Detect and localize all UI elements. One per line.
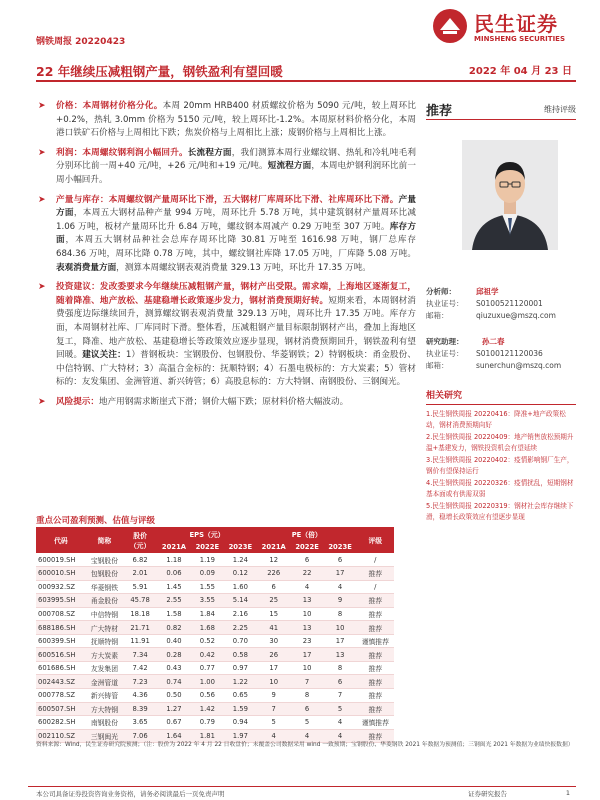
- table-cell: 谨慎推荐: [357, 634, 394, 648]
- table-cell: 226: [257, 567, 291, 581]
- summary-investment-advice: ➤ 投资建议：发改委要求今年继续压减粗钢产量，钢材产出受限。需求端，上海地区逐渐复工，随着降准、地产放松、基建稳增长政策逐步发力，钢材消费预期好转。短期来看，本周钢材消费强度边际继续回升，测算螺纹钢表观消费量 329.13 万吨，周环比升 17.35 万吨。库存方面，本周钢材社库、厂库同时下滑。整体看，压减粗钢产量目标限制钢材产出，叠加上海地区复工，降准、地产放松、基建稳增长等政策效应逐步显现，钢材消费预期回升，钢铁盈利有望回暖。建议关注：1）普钢板块：宝钢股份、包钢股份、华菱钢铁；2）特钢板块：甬金股份、中信特钢、广大特材；3）高温合金标的：抚顺特钢；4）石墨电极标的：方大炭素；5）管材标的：友发集团、金洲管道、新兴铸管；6）高股息标的：方大特钢、南钢股份、三钢闽光。: [38, 282, 416, 388]
- table-cell: 600019.SH: [36, 553, 86, 567]
- table-cell: 0.97: [224, 661, 257, 675]
- footer-disclaimer: 本公司具备证券投资咨询业务资格，请务必阅读最后一页免责声明: [36, 790, 225, 798]
- table-cell: 0.52: [191, 634, 224, 648]
- table-cell: 002110.SZ: [36, 729, 86, 743]
- table-cell: 4: [257, 729, 291, 743]
- header-divider: [36, 80, 576, 82]
- table-cell: 1.81: [191, 729, 224, 743]
- table-cell: 推荐: [357, 648, 394, 662]
- table-cell: 10: [324, 621, 357, 635]
- table-cell: 45.78: [123, 594, 157, 608]
- table-cell: 8: [291, 688, 324, 702]
- table-cell: 10: [291, 661, 324, 675]
- report-date: 2022 年 04 月 23 日: [468, 66, 572, 77]
- page-number: 1: [565, 789, 570, 797]
- table-cell: 1.45: [157, 580, 191, 594]
- rating-label: 推荐: [426, 104, 453, 119]
- logo-name-en: MINSHENG SECURITIES: [474, 35, 565, 43]
- table-cell: 方大炭素: [86, 648, 123, 662]
- table-cell: 13: [291, 594, 324, 608]
- table-cell: 0.43: [157, 661, 191, 675]
- table-cell: 甬金股份: [86, 594, 123, 608]
- table-cell: 0.74: [157, 675, 191, 689]
- table-row: [36, 702, 394, 716]
- table-cell: 600516.SH: [36, 648, 86, 662]
- rating-maintain: 维持评级: [544, 105, 576, 114]
- table-cell: 13: [324, 648, 357, 662]
- table-cell: 0.67: [157, 716, 191, 730]
- table-cell: 0.79: [191, 716, 224, 730]
- table-cell: 601686.SH: [36, 661, 86, 675]
- table-cell: 1.84: [191, 607, 224, 621]
- table-cell: 26: [257, 648, 291, 662]
- table-cell: 0.28: [157, 648, 191, 662]
- table-cell: 688186.SH: [36, 621, 86, 635]
- table-row: [36, 675, 394, 689]
- table-cell: 华菱钢铁: [86, 580, 123, 594]
- table-cell: 1.60: [224, 580, 257, 594]
- table-cell: 3.55: [191, 594, 224, 608]
- table-cell: 1.68: [191, 621, 224, 635]
- related-link[interactable]: 5.民生钢铁周报 20220319：钢材社会库存继续下滑，稳增长政策效应有望逐步显现: [426, 502, 574, 521]
- table-cell: 0.56: [191, 688, 224, 702]
- table-cell: 5.14: [224, 594, 257, 608]
- table-cell: 4: [324, 729, 357, 743]
- table-cell: 4: [291, 729, 324, 743]
- table-cell: 推荐: [357, 607, 394, 621]
- forecast-table: [36, 527, 394, 743]
- forecast-table-body: [36, 553, 394, 743]
- broker-logo: [432, 6, 572, 48]
- footer-divider: [28, 786, 576, 787]
- logo-mark-icon: [432, 8, 468, 44]
- table-cell: 17: [324, 567, 357, 581]
- table-cell: 000708.SZ: [36, 607, 86, 621]
- assistant-name: 孙二春: [482, 337, 505, 346]
- table-cell: 6: [257, 580, 291, 594]
- table-cell: 600399.SH: [36, 634, 86, 648]
- related-link[interactable]: 2.民生钢铁周报 20220409：地产销售放松预期升温+基建发力，钢铁投资机会有望延续: [426, 433, 574, 452]
- table-cell: 0.58: [224, 648, 257, 662]
- table-cell: 推荐: [357, 702, 394, 716]
- table-cell: 中信特钢: [86, 607, 123, 621]
- col-code: 代码: [36, 527, 86, 553]
- table-cell: 新兴铸管: [86, 688, 123, 702]
- logo-name-cn: 民生证券: [474, 12, 558, 36]
- assistant-cert: S0100121120036: [476, 349, 543, 358]
- analyst-cert: S0100521120001: [476, 299, 543, 308]
- table-cell: 推荐: [357, 567, 394, 581]
- table-cell: 5: [324, 702, 357, 716]
- table-cell: 17: [324, 634, 357, 648]
- table-cell: 0.40: [157, 634, 191, 648]
- analyst-name: 邱祖学: [476, 287, 499, 296]
- table-cell: 22: [291, 567, 324, 581]
- table-cell: /: [357, 580, 394, 594]
- table-cell: 30: [257, 634, 291, 648]
- table-cell: 15: [257, 607, 291, 621]
- table-cell: 1.27: [157, 702, 191, 716]
- col-price: 股价（元）: [123, 527, 157, 553]
- related-link[interactable]: 1.民生钢铁周报 20220416：降准+地产政策松动，钢材消费预期向好: [426, 410, 566, 429]
- table-cell: 0.09: [191, 567, 224, 581]
- summary-risk: ➤ 风险提示：地产用钢需求断崖式下滑；钢价大幅下跌；原材料价格大幅波动。: [36, 396, 416, 410]
- table-cell: 4.36: [123, 688, 157, 702]
- table-cell: 6: [291, 553, 324, 567]
- table-row: [36, 634, 394, 648]
- table-cell: 7.23: [123, 675, 157, 689]
- col-year: 2021A: [257, 540, 291, 553]
- report-series-tag: 钢铁周报 20220423: [36, 37, 126, 47]
- table-cell: 0.50: [157, 688, 191, 702]
- table-cell: 000778.SZ: [36, 688, 86, 702]
- table-cell: 0.70: [224, 634, 257, 648]
- table-cell: 8: [324, 607, 357, 621]
- footer-report-type: 证券研究报告: [468, 790, 507, 798]
- forecast-table-title: 重点公司盈利预测、估值与评级: [36, 516, 156, 526]
- table-cell: 8: [324, 661, 357, 675]
- bullet-arrow-icon: ➤: [38, 147, 46, 158]
- table-cell: 广大特材: [86, 621, 123, 635]
- table-cell: 7.06: [123, 729, 157, 743]
- col-rating: 评级: [357, 527, 394, 553]
- summary-output-inventory: ➤ 产量与库存：本周螺纹钢产量周环比下滑，五大钢材厂库周环比下滑、社库周环比下滑。产量方面，本周五大钢材品种产量 994 万吨，周环比升 5.78 万吨，其中建筑钢材产量周环比减 1.06 万吨，板材产量周环比升 6.84 万吨，螺纹钢本周减产 0.29 万吨至 307 万吨。库存方面，本周五大钢材品种社会总库存周环比降 30.81 万吨至 1616.98 万吨，钢厂总库存 684.36 万吨，周环比降 0.78 万吨，其中，螺纹钢社库降 17.05 万吨，厂库降 5.08 万吨。表观消费量方面，测算本周螺纹钢表观消费量 329.13 万吨，环比升 17.35 万吨。: [38, 194, 416, 273]
- table-cell: 推荐: [357, 594, 394, 608]
- table-cell: 21.71: [123, 621, 157, 635]
- table-row: [36, 661, 394, 675]
- table-cell: 8.39: [123, 702, 157, 716]
- col-year: 2022E: [291, 540, 324, 553]
- table-cell: 1.24: [224, 553, 257, 567]
- bullet-arrow-icon: ➤: [38, 101, 46, 111]
- table-cell: 3.65: [123, 716, 157, 730]
- table-cell: 推荐: [357, 729, 394, 743]
- table-cell: 17: [257, 661, 291, 675]
- table-cell: 4: [324, 580, 357, 594]
- person-avatar-icon: [462, 140, 558, 250]
- table-cell: 600010.SH: [36, 567, 86, 581]
- table-cell: 2.01: [123, 567, 157, 581]
- table-cell: 6: [291, 702, 324, 716]
- table-row: [36, 607, 394, 621]
- table-cell: 谨慎推荐: [357, 716, 394, 730]
- table-cell: 1.00: [191, 675, 224, 689]
- summary-section: [36, 100, 416, 415]
- table-cell: 0.94: [224, 716, 257, 730]
- table-row: [36, 567, 394, 581]
- table-row: [36, 594, 394, 608]
- table-cell: 25: [257, 594, 291, 608]
- table-cell: 1.58: [157, 607, 191, 621]
- table-cell: 5: [291, 716, 324, 730]
- table-cell: 9: [324, 594, 357, 608]
- table-cell: 7.42: [123, 661, 157, 675]
- table-cell: 18.18: [123, 607, 157, 621]
- table-row: [36, 580, 394, 594]
- table-cell: 603995.SH: [36, 594, 86, 608]
- table-cell: 12: [257, 553, 291, 567]
- table-cell: 推荐: [357, 661, 394, 675]
- table-cell: 4: [324, 716, 357, 730]
- col-year: 2023E: [224, 540, 257, 553]
- bullet-arrow-icon: ➤: [38, 396, 46, 407]
- col-name: 简称: [86, 527, 123, 553]
- related-link[interactable]: 4.民生钢铁周报 20220326：疫情扰乱，短期钢材基本面或有供需双弱: [426, 479, 574, 498]
- table-cell: 金洲管道: [86, 675, 123, 689]
- table-cell: 0.06: [157, 567, 191, 581]
- table-cell: 11.91: [123, 634, 157, 648]
- col-year: 2021A: [157, 540, 191, 553]
- table-cell: 1.59: [224, 702, 257, 716]
- summary-price: ➤ 价格：本周钢材价格分化。本周 20mm HRB400 材质螺纹价格为 5090 元/吨，较上周环比+0.2%，热轧 3.0mm 价格为 5150 元/吨，较上周环比-1.2%。本周原材料价格分化，本周港口铁矿石价格与上周相比下跌；焦炭价格与上周相比上涨；废钢价格与上周相比上涨。: [38, 101, 416, 139]
- table-row: [36, 553, 394, 567]
- table-cell: 7: [257, 702, 291, 716]
- table-cell: 友发集团: [86, 661, 123, 675]
- table-cell: 7.34: [123, 648, 157, 662]
- table-cell: /: [357, 553, 394, 567]
- assistant-email[interactable]: sunerchun@mszq.com: [476, 361, 562, 370]
- related-link[interactable]: 3.民生钢铁周报 20220402：疫情影响钢厂生产，钢价有望保持运行: [426, 456, 574, 475]
- table-cell: 1.64: [157, 729, 191, 743]
- table-cell: 0.82: [157, 621, 191, 635]
- analyst-card: 分析师： 邱祖学 执业证号： S0100521120001 邮箱： qiuzuxue@mszq.com: [426, 287, 556, 320]
- col-year: 2022E: [191, 540, 224, 553]
- table-cell: 推荐: [357, 621, 394, 635]
- table-cell: 13: [291, 621, 324, 635]
- table-cell: 5: [257, 716, 291, 730]
- related-research: [426, 388, 576, 524]
- table-cell: 南钢股份: [86, 716, 123, 730]
- table-cell: 1.97: [224, 729, 257, 743]
- table-cell: 600507.SH: [36, 702, 86, 716]
- table-cell: 推荐: [357, 675, 394, 689]
- table-cell: 9: [257, 688, 291, 702]
- bullet-arrow-icon: ➤: [38, 194, 46, 205]
- table-row: [36, 621, 394, 635]
- table-cell: 0.42: [191, 648, 224, 662]
- table-cell: 5.91: [123, 580, 157, 594]
- table-cell: 1.18: [157, 553, 191, 567]
- table-cell: 2.25: [224, 621, 257, 635]
- table-cell: 推荐: [357, 688, 394, 702]
- assistant-card: 研究助理： 孙二春 执业证号： S0100121120036 邮箱： sunerchun@mszq.com: [426, 337, 562, 370]
- table-row: [36, 716, 394, 730]
- table-cell: 600282.SH: [36, 716, 86, 730]
- table-cell: 002443.SZ: [36, 675, 86, 689]
- table-cell: 000932.SZ: [36, 580, 86, 594]
- col-eps: EPS（元）: [157, 527, 257, 540]
- table-cell: 1.42: [191, 702, 224, 716]
- rating-bar: [426, 96, 576, 120]
- analyst-photo: [462, 140, 558, 250]
- bullet-arrow-icon: ➤: [38, 282, 46, 293]
- table-cell: 6.82: [123, 553, 157, 567]
- table-cell: 6: [324, 553, 357, 567]
- table-cell: 宝钢股份: [86, 553, 123, 567]
- table-cell: 1.19: [191, 553, 224, 567]
- table-cell: 17: [291, 648, 324, 662]
- table-cell: 0.65: [224, 688, 257, 702]
- summary-profit: ➤ 利润：本周螺纹钢利润小幅回升。长流程方面，我们测算本周行业螺纹钢、热轧和冷轧吨毛利分别环比前一周+40 元/吨，+26 元/吨和+19 元/吨。短流程方面，本周电炉钢利润环比前一周小幅回升。: [38, 147, 416, 185]
- table-cell: 2.55: [157, 594, 191, 608]
- report-title: 22 年继续压减粗钢产量，钢铁盈利有望回暖: [36, 64, 283, 79]
- analyst-email[interactable]: qiuzuxue@mszq.com: [476, 311, 556, 320]
- table-cell: 方大特钢: [86, 702, 123, 716]
- table-cell: 抚顺特钢: [86, 634, 123, 648]
- table-cell: 2.16: [224, 607, 257, 621]
- col-pe: PE（倍）: [257, 527, 357, 540]
- table-cell: 0.77: [191, 661, 224, 675]
- table-cell: 0.12: [224, 567, 257, 581]
- table-cell: 23: [291, 634, 324, 648]
- table-cell: 10: [257, 675, 291, 689]
- table-cell: 包钢股份: [86, 567, 123, 581]
- table-cell: 6: [324, 675, 357, 689]
- table-cell: 三钢闽光: [86, 729, 123, 743]
- related-research-title: 相关研究: [426, 388, 576, 405]
- table-row: [36, 688, 394, 702]
- table-cell: 7: [291, 675, 324, 689]
- table-cell: 10: [291, 607, 324, 621]
- table-cell: 1.22: [224, 675, 257, 689]
- col-year: 2023E: [324, 540, 357, 553]
- table-row: [36, 648, 394, 662]
- table-cell: 7: [324, 688, 357, 702]
- table-cell: 1.55: [191, 580, 224, 594]
- table-cell: 4: [291, 580, 324, 594]
- table-cell: 41: [257, 621, 291, 635]
- table-source-note: 资料来源：Wind，民生证券研究院预测；（注：股价为 2022 年 4 月 22 日收盘价；未覆盖公司数据采用 wind 一致预期；宝钢股份、华菱钢铁 2021 年数据为预测值；三钢闽光 2021 年数据为业绩快报数据）: [36, 742, 574, 748]
